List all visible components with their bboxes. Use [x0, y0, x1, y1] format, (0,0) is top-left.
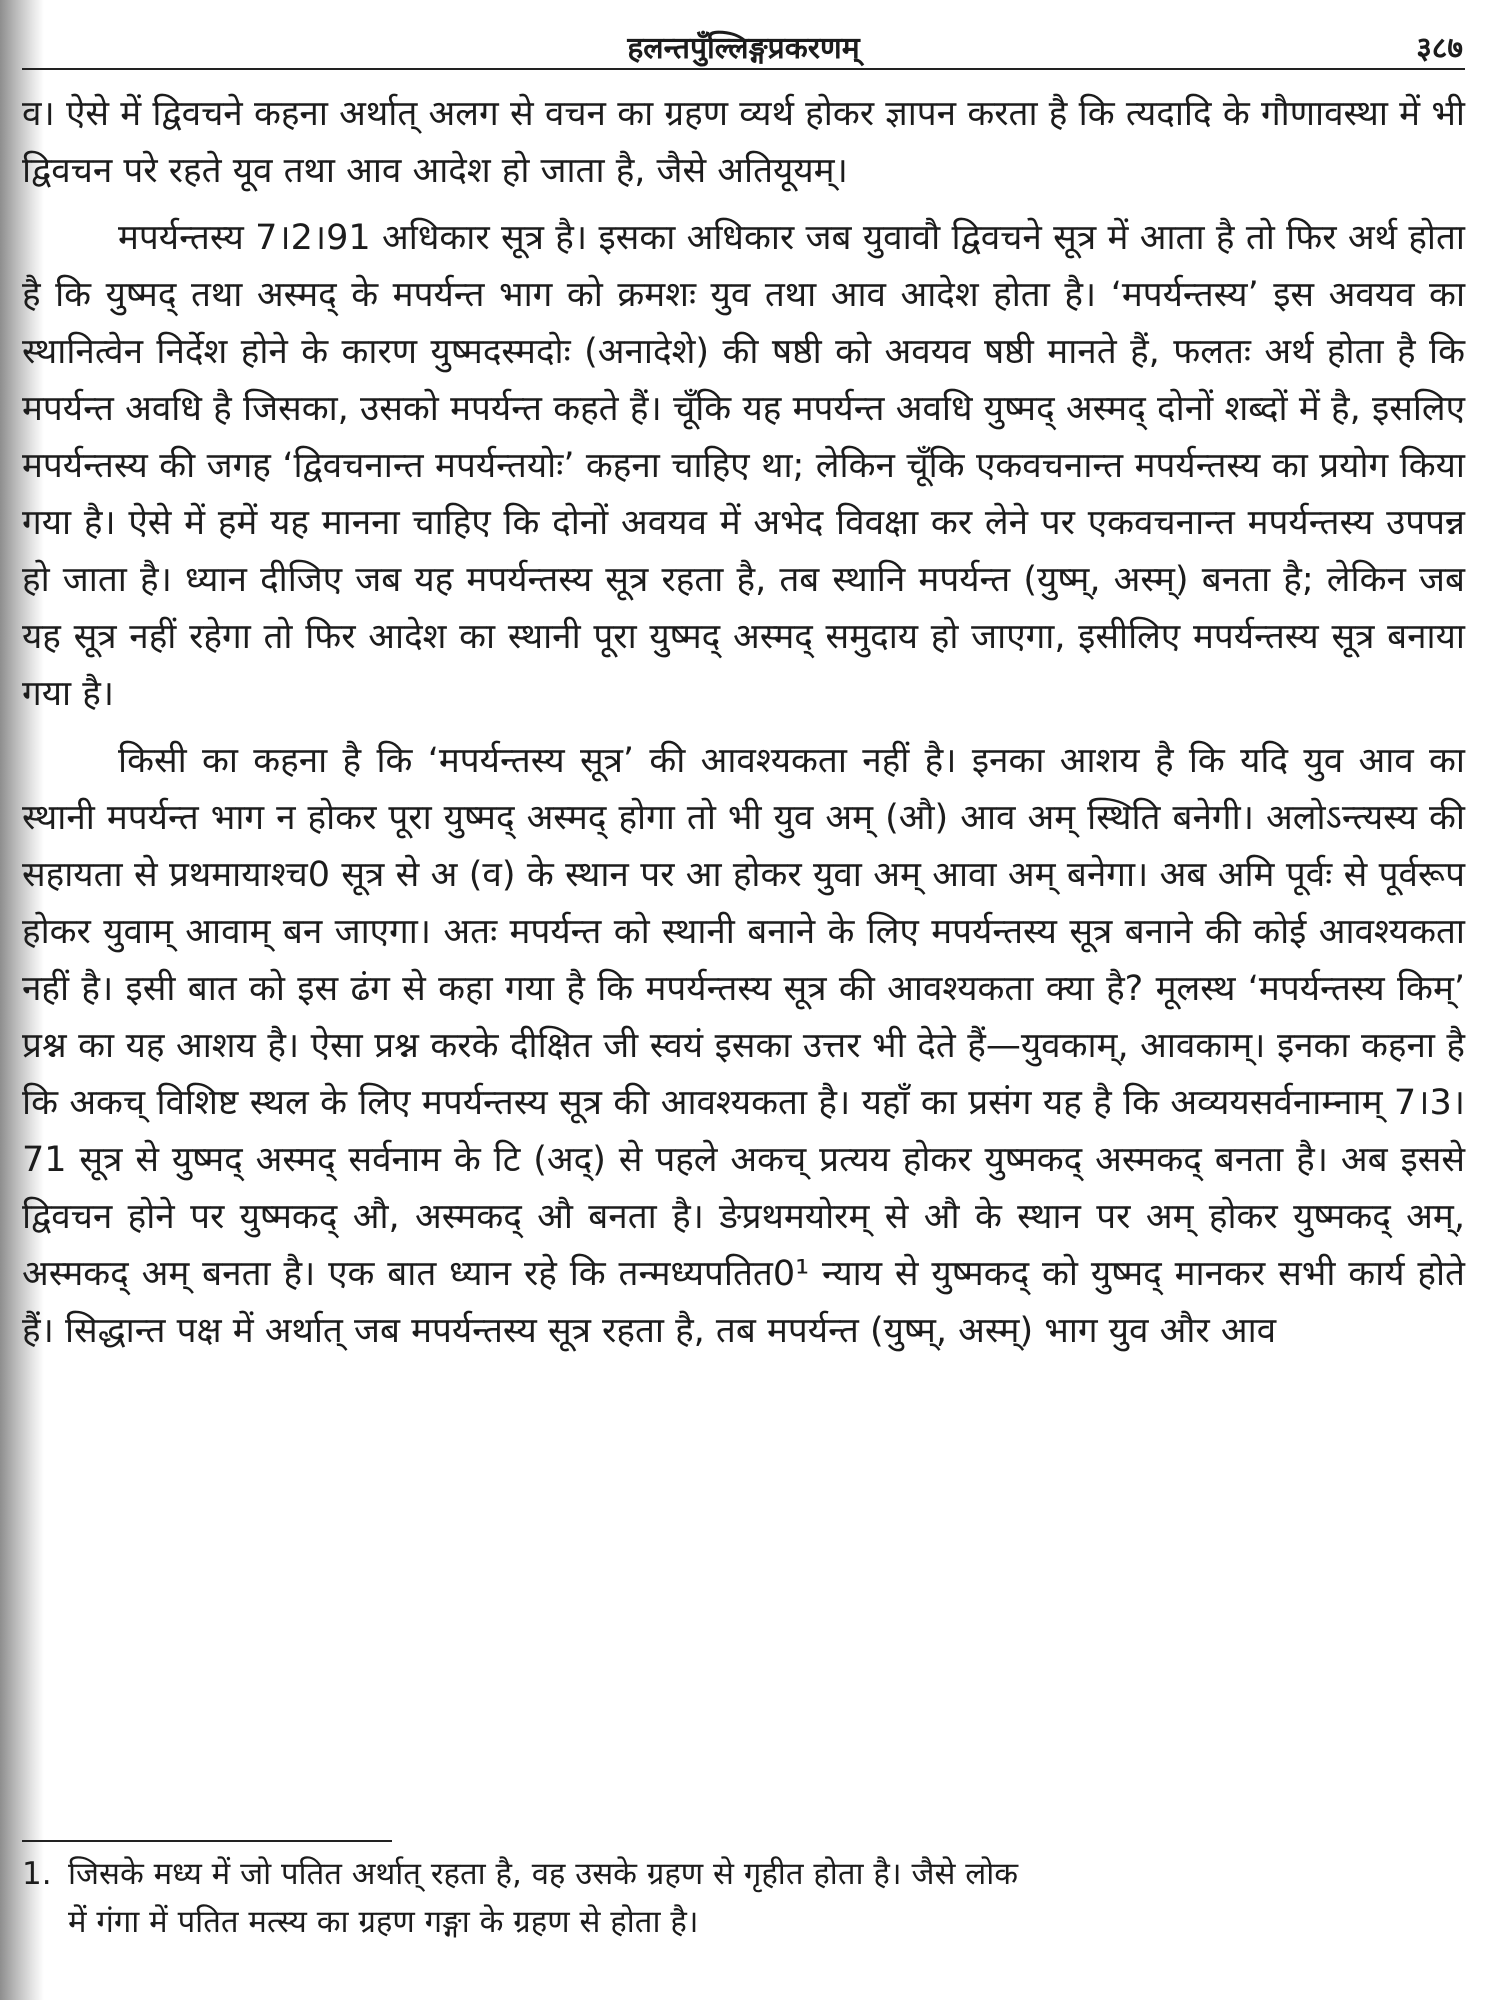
text-line: से अ (व) के स्थान पर आ होकर युवा अम् आवा अम् बनेगा। अब अमि पूर्वः से पूर्वरूप — [395, 855, 1465, 895]
text-line: मपर्यन्तस्य 7।2।91 अधिकार सूत्र है। इसका अधिकार जब युवावौ द्विवचने — [118, 218, 1054, 258]
text-line: व। ऐसे में द्विवचने कहना अर्थात् अलग से वचन का ग्रहण व्यर्थ होकर ज्ञापन करता — [22, 94, 1049, 134]
text-line: सूत्र बनाया गया है। — [22, 617, 1465, 714]
text-line: क्रमशः युव तथा आव आदेश होता है। ‘मपर्यन्तस्य’ इस अवयव का स्थानित्वेन निर्देश — [22, 275, 1466, 372]
text-line: एकवचनान्त मपर्यन्तस्य उपपन्न हो जाता है। ध्यान दीजिए जब यह मपर्यन्तस्य सूत्र — [22, 503, 1465, 600]
text-line: युव अम् (औ) आव अम् स्थिति बनेगी। अलोऽन्त्यस्य की सहायता से प्रथमायाश्च0 सूत्र — [22, 798, 1465, 895]
text-line: तन्मध्यपतित0¹ न्याय से युष्मकद् को युष्मद् मानकर सभी कार्य होते हैं। सिद्धान्त पक्ष — [22, 1254, 1465, 1351]
text-line: है कि त्यदादि के गौणावस्था में भी द्विवचन परे रहते यूव तथा आव आदेश हो जाता — [22, 94, 1465, 191]
footnote-marker: 1. — [22, 1856, 52, 1892]
running-header — [22, 20, 1465, 70]
text-line: बनाने की कोई आवश्यकता नहीं है। इसी बात को इस ढंग से कहा गया है कि — [22, 912, 1465, 1009]
text-line: आशय है। ऐसा प्रश्न करके दीक्षित जी स्वयं इसका उत्तर भी देते हैं—युवकाम्, — [175, 1026, 1141, 1066]
text-line: है, जैसे अतियूयम्। — [615, 151, 848, 191]
text-line: किसी का कहना है कि ‘मपर्यन्तस्य सूत्र’ की आवश्यकता नहीं है। इनका आशय — [118, 741, 1155, 781]
text-line: होकर युवाम् आवाम् बन जाएगा। अतः मपर्यन्त को स्थानी बनाने के लिए मपर्यन्तस्य सूत्र — [22, 912, 1125, 952]
text-line: मपर्यन्त अवधि युष्मद् अस्मद् दोनों शब्दों में है, इसलिए मपर्यन्तस्य की जगह ‘द्विवचनान्त — [22, 389, 1466, 486]
text-line: अस्मद् सर्वनाम के टि (अद्) से पहले अकच् प्रत्यय होकर युष्मकद् अस्मकद् बनता है। — [255, 1140, 1341, 1180]
paragraph-1 — [22, 86, 1465, 200]
text-line: होने के कारण युष्मदस्मदोः (अनादेशे) की षष्ठी को अवयव षष्ठी मानते हैं, फलतः — [240, 332, 1265, 372]
text-line: तो फिर आदेश का स्थानी पूरा युष्मद् अस्मद् समुदाय हो जाएगा, इसीलिए मपर्यन्तस्य — [263, 617, 1332, 657]
text-line: अब इससे द्विवचन होने पर युष्मकद् औ, अस्मकद् औ बनता है। ङेप्रथमयोरम् से औ — [22, 1140, 1465, 1237]
text-line: मपर्यन्तयोः’ कहना चाहिए था; लेकिन चूँकि एकवचनान्त मपर्यन्तस्य का प्रयोग किया — [435, 446, 1465, 486]
text-line: है कि यदि युव आव का स्थानी मपर्यन्त भाग न होकर पूरा युष्मद् अस्मद् होगा तो भी — [22, 741, 1465, 838]
header-title: हलन्तपुँल्लिङ्गप्रकरणम् — [627, 31, 860, 66]
book-page — [22, 0, 1465, 2000]
text-line: मपर्यन्तस्य सूत्र की आवश्यकता क्या है? मूलस्थ ‘मपर्यन्तस्य किम्’ प्रश्न का यह — [22, 969, 1465, 1066]
page-number: ३८७ — [1416, 31, 1463, 66]
text-line: अर्थ होता है कि मपर्यन्त अवधि है जिसका, उसको मपर्यन्त कहते हैं। चूँकि यह — [22, 332, 1465, 429]
footnote-text: जिसके मध्य में जो पतित अर्थात् रहता है, वह उसके ग्रहण से गृहीत होता है। जैसे लोक — [68, 1856, 1019, 1892]
text-line: के स्थान पर अम् होकर युष्मकद् अम्, अस्मकद् अम् बनता है। एक बात ध्यान रहे कि — [22, 1197, 1465, 1294]
paragraph-3 — [22, 733, 1465, 1360]
footnote-rule — [22, 1840, 392, 1842]
text-line: आवश्यकता है। यहाँ का प्रसंग यह है कि अव्ययसर्वनाम्नाम् 7।3।71 सूत्र से युष्मद् — [22, 1083, 1465, 1180]
text-line: रहता है, तब स्थानि मपर्यन्त (युष्म्, अस्म्) बनता है; लेकिन जब यह सूत्र नहीं रहेगा — [22, 560, 1466, 657]
text-line: आवकाम्। इनका कहना है कि अकच् विशिष्ट स्थल के लिए मपर्यन्तस्य सूत्र की — [22, 1026, 1466, 1123]
paragraph-2 — [22, 210, 1465, 723]
footnote-line-2: में गंगा में पतित मत्स्य का ग्रहण गङ्गा के ग्रहण से होता है। — [68, 1904, 699, 1940]
footnote — [22, 1850, 1465, 1946]
text-line: सूत्र में आता है तो फिर अर्थ होता है कि युष्मद् तथा अस्मद् के मपर्यन्त भाग को — [22, 218, 1465, 315]
footnote-line-1 — [22, 1850, 1465, 1898]
text-line: गया है। ऐसे में हमें यह मानना चाहिए कि दोनों अवयव में अभेद विवक्षा कर लेने पर — [22, 503, 1088, 543]
text-line: में अर्थात् जब मपर्यन्तस्य सूत्र रहता है, तब मपर्यन्त (युष्म्, अस्म्) भाग युव और आव — [232, 1311, 1277, 1351]
body-text — [22, 86, 1465, 1370]
